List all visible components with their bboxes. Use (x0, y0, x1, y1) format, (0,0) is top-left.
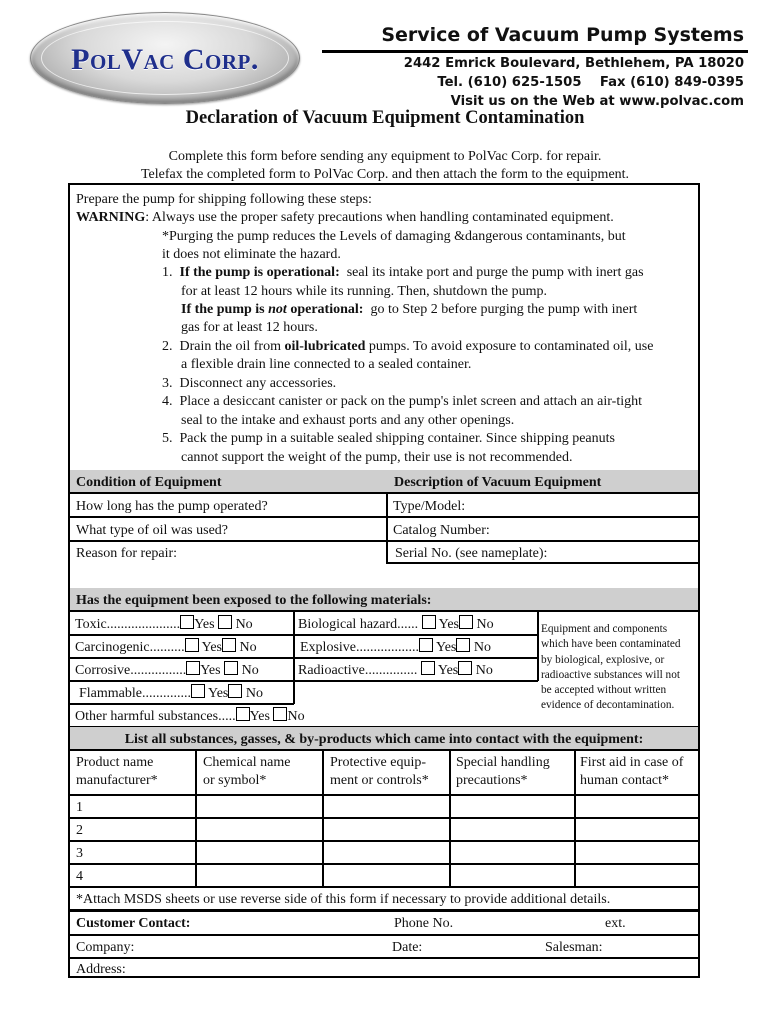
field-repair-reason[interactable]: Reason for repair: (76, 546, 178, 561)
description-heading: Description of Vacuum Equipment (394, 475, 602, 490)
exposure-carcinogenic: Carcinogenic.......... Yes No (75, 640, 257, 655)
step-3: 3. Disconnect any accessories. (162, 376, 337, 391)
warning-text: : Always use the proper safety precautions when handling contaminated equipment. (145, 210, 614, 225)
substance-row-1[interactable]: 1 (76, 800, 83, 815)
step-2-cont: a flexible drain line connected to a sealed container. (181, 357, 472, 372)
polvac-logo (30, 12, 300, 104)
col-chemical-name: Chemical name or symbol* (203, 755, 291, 789)
biological-yes-checkbox[interactable] (422, 615, 436, 629)
col-special-handling: Special handling precautions* (456, 755, 550, 789)
step-1b: If the pump is not operational: go to Step 2 before purging the pump with inert (181, 302, 638, 317)
company-phone-fax: Tel. (610) 625-1505 Fax (610) 849-0395 (437, 75, 744, 90)
step-2: 2. Drain the oil from oil-lubricated pumps. To avoid exposure to contaminated oil, use (162, 339, 654, 354)
step-5-cont: cannot support the weight of the pump, their use is not recommended. (181, 450, 573, 465)
company-website: Visit us on the Web at www.polvac.com (450, 94, 744, 109)
exposure-biological: Biological hazard...... Yes No (298, 617, 494, 632)
intro-line-1: Complete this form before sending any equipment to PolVac Corp. for repair. (168, 149, 602, 164)
intro-line-2: Telefax the completed form to PolVac Corp. and then attach the form to the equipment. (140, 167, 630, 182)
biological-no-checkbox[interactable] (459, 615, 473, 629)
substance-row-3[interactable]: 3 (76, 846, 83, 861)
field-catalog-number[interactable]: Catalog Number: (393, 523, 490, 538)
warning-label: WARNING (76, 210, 146, 225)
exposure-radioactive: Radioactive............... Yes No (298, 663, 493, 678)
radioactive-yes-checkbox[interactable] (421, 661, 435, 675)
company-address: 2442 Emrick Boulevard, Bethlehem, PA 18020 (403, 56, 744, 71)
date-field[interactable]: Date: (392, 940, 423, 955)
exposure-explosive: Explosive.................. Yes No (300, 640, 491, 655)
explosive-yes-checkbox[interactable] (419, 638, 433, 652)
col-first-aid: First aid in case of human contact* (580, 755, 684, 789)
radioactive-no-checkbox[interactable] (458, 661, 472, 675)
exposure-flammable: Flammable.............. Yes No (79, 686, 263, 701)
field-operation-time[interactable]: How long has the pump operated? (76, 499, 268, 514)
salesman-field[interactable]: Salesman: (545, 940, 603, 955)
flammable-yes-checkbox[interactable] (191, 684, 205, 698)
phone-field[interactable]: Phone No. (394, 916, 454, 931)
corrosive-no-checkbox[interactable] (224, 661, 238, 675)
purge-note-2: it does not eliminate the hazard. (162, 247, 341, 262)
exposure-corrosive: Corrosive................ Yes No (75, 663, 259, 678)
step-5: 5. Pack the pump in a suitable sealed shipping container. Since shipping peanuts (162, 431, 615, 446)
field-type-model[interactable]: Type/Model: (393, 499, 466, 514)
step-1b-cont: gas for at least 12 hours. (181, 320, 318, 335)
col-product-name: Product name manufacturer* (76, 755, 158, 789)
ext-field[interactable]: ext. (605, 916, 626, 931)
company-tagline: Service of Vacuum Pump Systems (381, 24, 744, 46)
company-field[interactable]: Company: (76, 940, 135, 955)
exposure-other: Other harmful substances..... Yes No (75, 709, 305, 724)
exposure-heading: Has the equipment been exposed to the following materials: (76, 593, 432, 608)
field-oil-type[interactable]: What type of oil was used? (76, 523, 229, 538)
step-4-cont: seal to the intake and exhaust ports and any other openings. (181, 413, 515, 428)
flammable-no-checkbox[interactable] (228, 684, 242, 698)
explosive-no-checkbox[interactable] (456, 638, 470, 652)
substances-heading: List all substances, gasses, & by-products which came into contact with the equipment: (124, 732, 644, 747)
other-no-checkbox[interactable] (273, 707, 287, 721)
col-protective-equipment: Protective equip- ment or controls* (330, 755, 429, 789)
step-1-cont: for at least 12 hours while its running. Then, shutdown the pump. (181, 284, 548, 299)
carcinogenic-no-checkbox[interactable] (222, 638, 236, 652)
substance-row-2[interactable]: 2 (76, 823, 83, 838)
field-serial-number[interactable]: Serial No. (see nameplate): (395, 546, 548, 561)
logo-text: PolVac Corp. (71, 43, 259, 76)
condition-heading: Condition of Equipment (76, 475, 222, 490)
step-4: 4. Place a desiccant canister or pack on the pump's inlet screen and attach an air-tight (162, 394, 642, 409)
toxic-no-checkbox[interactable] (218, 615, 232, 629)
purge-note-1: *Purging the pump reduces the Levels of damaging &dangerous contaminants, but (162, 229, 626, 244)
exposure-toxic: Toxic..................... Yes No (75, 617, 253, 632)
step-1: 1. If the pump is operational: seal its intake port and purge the pump with inert gas (162, 265, 644, 280)
toxic-yes-checkbox[interactable] (180, 615, 194, 629)
corrosive-yes-checkbox[interactable] (186, 661, 200, 675)
carcinogenic-yes-checkbox[interactable] (185, 638, 199, 652)
substance-row-4[interactable]: 4 (76, 869, 83, 884)
address-field[interactable]: Address: (76, 962, 126, 977)
header-rule (322, 50, 748, 53)
warning-line (76, 209, 614, 227)
decontamination-notice: Equipment and components which have been contaminated by biological, explosive, or radioactive substances will not be accepted without written evidence of decontamination. (541, 623, 681, 712)
instructions-lead: Prepare the pump for shipping following these steps: (76, 192, 372, 207)
document-title: Declaration of Vacuum Equipment Contamination (185, 108, 585, 128)
msds-footnote: *Attach MSDS sheets or use reverse side of this form if necessary to provide additional details. (76, 892, 611, 907)
customer-contact-field[interactable]: Customer Contact: (76, 916, 191, 931)
other-yes-checkbox[interactable] (236, 707, 250, 721)
